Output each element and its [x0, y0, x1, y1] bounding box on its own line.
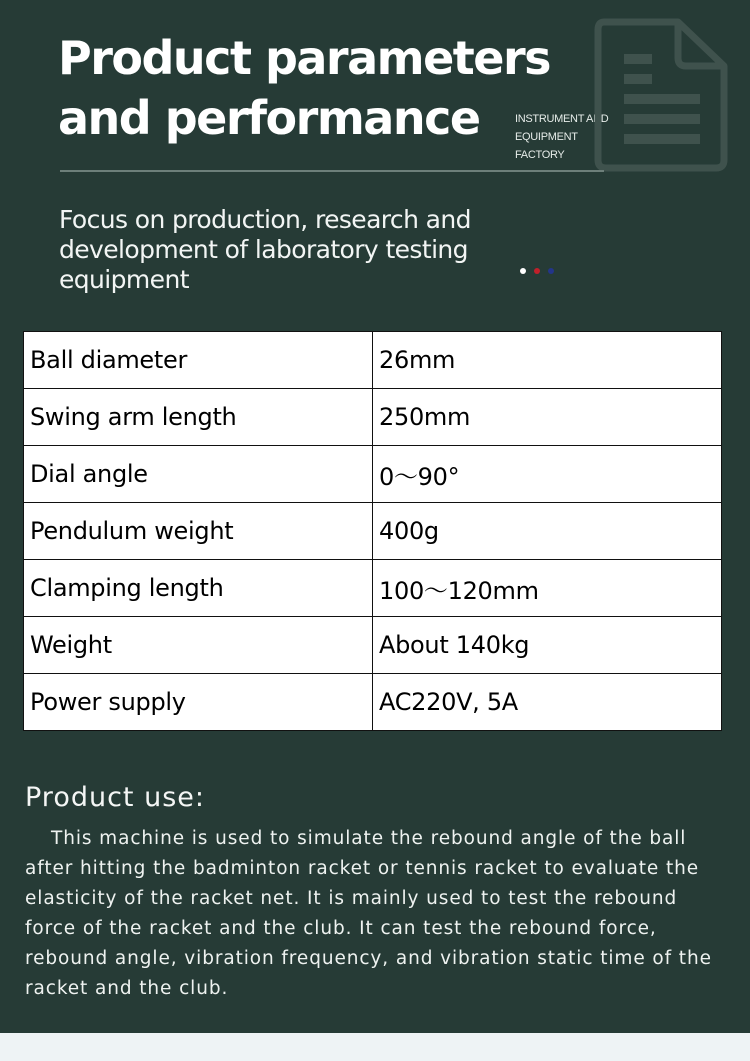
bottom-strip — [0, 1033, 750, 1061]
product-use-text: This machine is used to simulate the rebound angle of the ball after hitting the badminton racket or tennis racket to evaluate the elasticity of the racket net. It is mainly used to test the rebound force of the racket and the club. It can test the rebound force, rebound angle, vibration frequency, and vibration static time of the racket and the club. — [25, 828, 712, 999]
header-divider — [60, 170, 604, 172]
table-row — [24, 674, 722, 731]
param-value: About 140kg — [373, 617, 722, 674]
param-label: Clamping length — [24, 560, 373, 617]
tagline-line-1: Focus on production, research and — [59, 205, 471, 234]
title-line-2: and performance — [58, 91, 480, 145]
param-value: AC220V, 5A — [373, 674, 722, 731]
table-row — [24, 560, 722, 617]
param-value: 250mm — [373, 389, 722, 446]
document-icon — [594, 18, 730, 172]
tagline-line-3: equipment — [59, 265, 189, 294]
dot-blue — [548, 268, 554, 274]
param-value: 100～120mm — [373, 560, 722, 617]
factory-line-2: EQUIPMENT — [515, 131, 578, 143]
tagline — [59, 205, 519, 295]
table-row — [24, 446, 722, 503]
factory-line-1: INSTRUMENT AND — [515, 113, 609, 125]
param-label: Pendulum weight — [24, 503, 373, 560]
dot-white — [520, 268, 526, 274]
param-label: Weight — [24, 617, 373, 674]
param-value: 0～90° — [373, 446, 722, 503]
param-label: Ball diameter — [24, 332, 373, 389]
product-use-title: Product use: — [25, 782, 205, 813]
decorative-dots — [520, 268, 554, 274]
param-label: Dial angle — [24, 446, 373, 503]
tagline-line-2: development of laboratory testing — [59, 235, 468, 264]
title-line-1: Product parameters — [58, 31, 551, 85]
parameters-table — [23, 331, 722, 731]
param-value: 26mm — [373, 332, 722, 389]
table-row — [24, 389, 722, 446]
table-row — [24, 617, 722, 674]
table-row — [24, 503, 722, 560]
page-title — [58, 28, 550, 148]
dot-red — [534, 268, 540, 274]
factory-line-3: FACTORY — [515, 149, 565, 161]
table-row — [24, 332, 722, 389]
param-value: 400g — [373, 503, 722, 560]
param-label: Swing arm length — [24, 389, 373, 446]
param-label: Power supply — [24, 674, 373, 731]
